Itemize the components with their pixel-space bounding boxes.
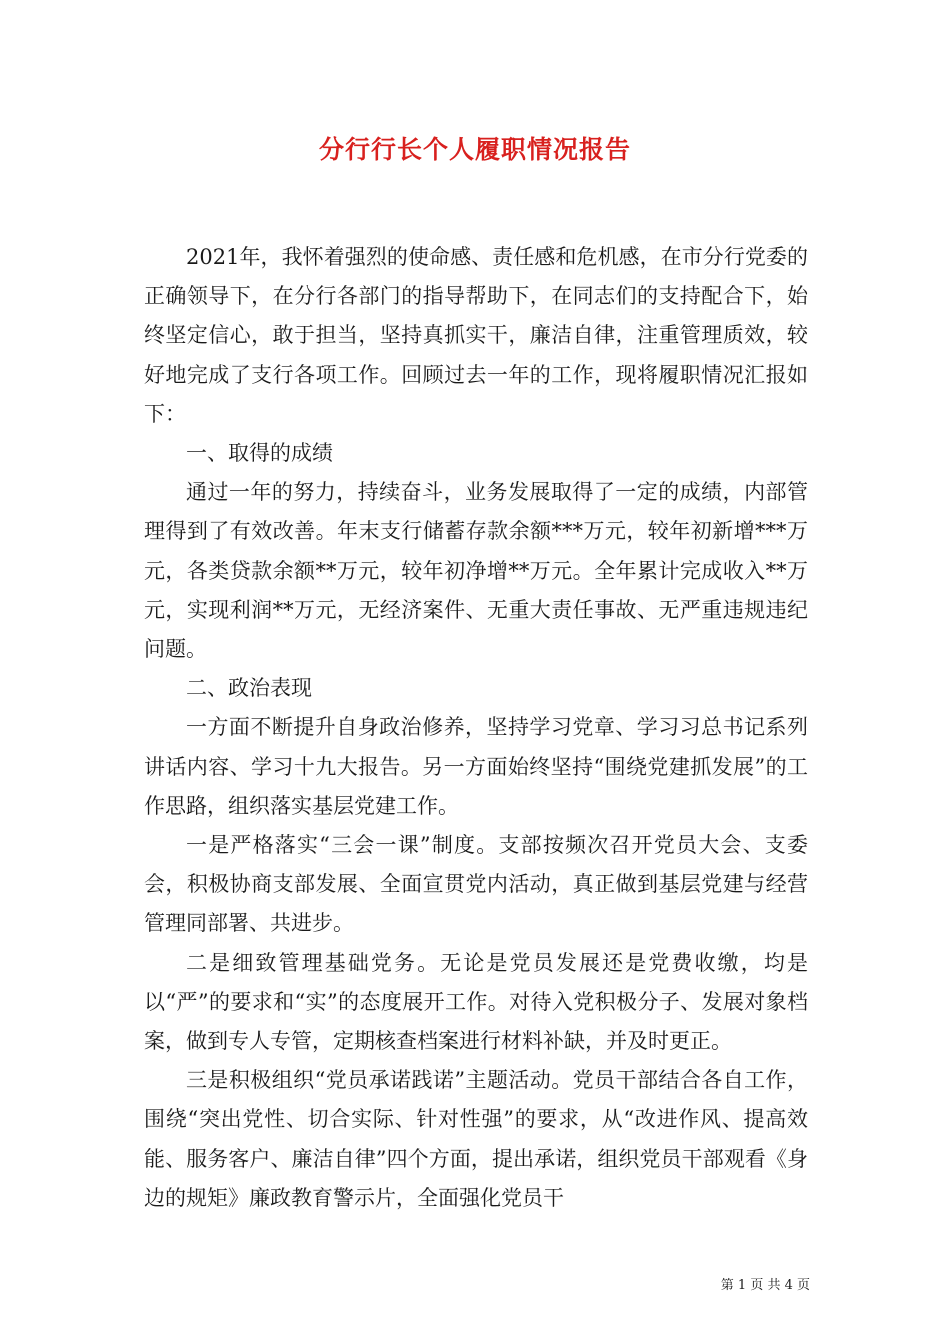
- paragraph-item-one: 一是严格落实“三会一课”制度。支部按频次召开党员大会、支委会，积极协商支部发展、全面宣贯党内活动，真正做到基层党建与经营管理同部署、共进步。: [144, 833, 808, 936]
- paragraph-item-two: 二是细致管理基础党务。无论是党员发展还是党费收缴，均是以“严”的要求和“实”的态度展开工作。对待入党积极分子、发展对象档案，做到专人专管，定期核查档案进行材料补缺，并及时更正。: [144, 950, 808, 1054]
- paragraph-political: 一方面不断提升自身政治修养，坚持学习党章、学习习总书记系列讲话内容、学习十九大报告。另一方面始终坚持“围绕党建抓发展”的工作思路，组织落实基层党建工作。: [144, 715, 808, 818]
- paragraph-intro: 2021年，我怀着强烈的使命感、责任感和危机感，在市分行党委的正确领导下，在分行各部门的指导帮助下，在同志们的支持配合下，始终坚定信心，敢于担当，坚持真抓实干，廉洁自律，注重管理质效，较好地完成了支行各项工作。回顾过去一年的工作，现将履职情况汇报如下：: [144, 245, 808, 426]
- paragraph-item-three: 三是积极组织“党员承诺践诺”主题活动。党员干部结合各自工作，围绕“突出党性、切合实际、针对性强”的要求，从“改进作风、提高效能、服务客户、廉洁自律”四个方面，提出承诺，组织党员干部观看《身边的规矩》廉政教育警示片，全面强化党员干: [144, 1068, 808, 1210]
- section-heading-political: 二、政治表现: [186, 676, 312, 701]
- section-heading-achievements: 一、取得的成绩: [186, 441, 333, 466]
- document-body: [144, 238, 808, 1218]
- document-title: 分行行长个人履职情况报告: [318, 135, 631, 164]
- page-number-footer: 第 1 页 共 4 页: [720, 1278, 810, 1293]
- paragraph-achievements: 通过一年的努力，持续奋斗，业务发展取得了一定的成绩，内部管理得到了有效改善。年末支行储蓄存款余额***万元，较年初新增***万元，各类贷款余额**万元，较年初净增**万元。全年累计完成收入**万元，实现利润**万元，无经济案件、无重大责任事故、无严重违规违纪问题。: [144, 480, 808, 662]
